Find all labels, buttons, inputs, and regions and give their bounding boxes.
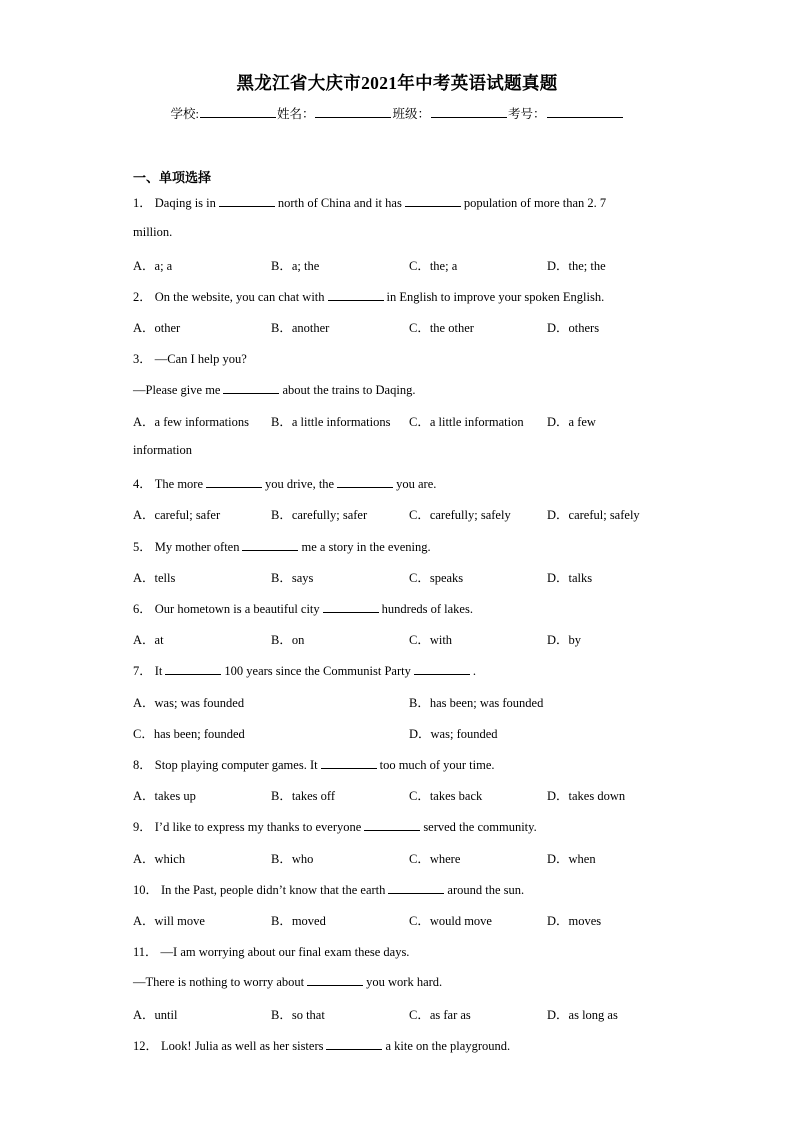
question-number: 10． [133, 883, 159, 897]
question-text: I’d like to express my thanks to everyone [154, 820, 362, 834]
option-d: D．takes down [547, 789, 626, 803]
number-label: 考号： [508, 107, 546, 121]
option-a: A．until [133, 1008, 178, 1022]
school-blank[interactable] [200, 104, 276, 118]
option-d: D．as long as [547, 1008, 618, 1022]
option-b: B．on [271, 633, 305, 647]
answer-blank [388, 881, 444, 894]
answer-blank [337, 475, 393, 488]
question-text: too much of your time. [379, 758, 495, 772]
question-text: served the community. [423, 820, 537, 834]
question-12 [133, 1036, 510, 1054]
question-3-line-2 [133, 381, 415, 398]
option-a: A．will move [133, 914, 205, 928]
question-number: 2． [133, 290, 152, 304]
answer-blank [219, 194, 275, 207]
question-text: you are. [396, 477, 437, 491]
option-d: D．by [547, 633, 582, 647]
option-d: D．the; the [547, 259, 606, 273]
answer-blank [323, 600, 379, 613]
option-c: C．where [409, 852, 461, 866]
option-a: A．takes up [133, 789, 196, 803]
answer-blank [414, 662, 470, 675]
option-b: B．takes off [271, 789, 335, 803]
option-d: D．a few [547, 415, 596, 429]
option-c: C．the; a [409, 259, 458, 273]
question-text: —Please give me [133, 383, 221, 397]
option-a: A．careful; safer [133, 508, 221, 522]
question-text: It [154, 664, 163, 678]
option-b: B．carefully; safer [271, 508, 368, 522]
answer-blank [206, 475, 262, 488]
question-text: The more [154, 477, 204, 491]
option-b: B．moved [271, 914, 326, 928]
option-a: A．a few informations [133, 415, 249, 429]
option-c: C．the other [409, 321, 474, 335]
question-text: me a story in the evening. [301, 540, 431, 554]
school-label: 学校: [170, 107, 199, 121]
option-a: A．at [133, 633, 164, 647]
question-text: population of more than 2. 7 [463, 196, 607, 210]
question-text: —There is nothing to worry about [133, 975, 305, 989]
question-number: 5． [133, 540, 152, 554]
question-7 [133, 661, 476, 679]
answer-blank [242, 538, 298, 551]
option-c: C．with [409, 633, 453, 647]
option-d: D．others [547, 321, 600, 335]
question-text: . [472, 664, 476, 678]
option-c: C．speaks [409, 571, 464, 585]
class-label: 班级： [392, 107, 430, 121]
question-text: Look! Julia as well as her sisters [161, 1039, 324, 1053]
answer-blank [223, 381, 279, 394]
question-text: a kite on the playground. [385, 1039, 511, 1053]
option-a: A．a; a [133, 259, 173, 273]
question-text: 100 years since the Communist Party [224, 664, 411, 678]
question-text: On the website, you can chat with [154, 290, 325, 304]
question-11 [133, 942, 409, 960]
option-b: B．who [271, 852, 314, 866]
number-blank[interactable] [547, 104, 623, 118]
option-d: D．moves [547, 914, 602, 928]
option-c: C．takes back [409, 789, 483, 803]
question-number: 4． [133, 477, 152, 491]
question-1 [133, 193, 606, 211]
option-b: B．a; the [271, 259, 320, 273]
question-number: 12． [133, 1039, 159, 1053]
question-number: 11． [133, 945, 158, 959]
option-d: D．talks [547, 571, 593, 585]
question-text: Daqing is in [154, 196, 216, 210]
option-b: B．another [271, 321, 330, 335]
option-b: B．has been; was founded [409, 696, 544, 710]
name-label: 姓名： [276, 107, 315, 121]
question-5 [133, 537, 431, 555]
option-a: A．was; was founded [133, 696, 245, 710]
option-a: A．other [133, 321, 181, 335]
question-number: 8． [133, 758, 152, 772]
question-text: My mother often [154, 540, 240, 554]
question-9 [133, 817, 537, 835]
option-b: B．says [271, 571, 314, 585]
option-d: D．when [547, 852, 596, 866]
option-a: A．tells [133, 571, 176, 585]
question-text: about the trains to Daqing. [282, 383, 416, 397]
page-title: 黑龙江省大庆市2021年中考英语试题真题 [236, 73, 558, 93]
answer-blank [326, 1037, 382, 1050]
class-blank[interactable] [431, 104, 507, 118]
question-number: 1． [133, 196, 152, 210]
question-3-continued: information [133, 443, 193, 457]
question-number: 9． [133, 820, 152, 834]
answer-blank [328, 288, 384, 301]
option-d: D．was; founded [409, 727, 498, 741]
answer-blank [165, 662, 221, 675]
question-4 [133, 474, 436, 492]
question-11-line-2 [133, 973, 442, 990]
question-text: north of China and it has [277, 196, 402, 210]
question-text: —I am worrying about our final exam these days. [160, 945, 410, 959]
question-text: Our hometown is a beautiful city [154, 602, 320, 616]
option-b: B．a little informations [271, 415, 391, 429]
question-1-continued: million. [133, 225, 173, 239]
option-c: C．carefully; safely [409, 508, 511, 522]
option-c: C．as far as [409, 1008, 471, 1022]
question-number: 3． [133, 352, 152, 366]
question-text: you drive, the [265, 477, 335, 491]
option-d: D．careful; safely [547, 508, 640, 522]
question-6 [133, 599, 473, 617]
question-3 [133, 349, 247, 367]
question-8 [133, 755, 495, 773]
question-text: hundreds of lakes. [381, 602, 473, 616]
name-blank[interactable] [315, 104, 391, 118]
question-10 [133, 880, 524, 898]
question-text: in English to improve your spoken English. [386, 290, 605, 304]
question-text: around the sun. [447, 883, 525, 897]
answer-blank [364, 818, 420, 831]
option-c: C．a little information [409, 415, 524, 429]
answer-blank [307, 973, 363, 986]
student-info-line [0, 104, 794, 122]
option-a: A．which [133, 852, 186, 866]
question-text: Stop playing computer games. It [154, 758, 318, 772]
question-text: In the Past, people didn’t know that the earth [161, 883, 386, 897]
question-number: 6． [133, 602, 152, 616]
option-c: C．would move [409, 914, 492, 928]
question-2 [133, 287, 604, 305]
section-heading: 一、单项选择 [133, 170, 212, 185]
question-text: you work hard. [366, 975, 443, 989]
question-number: 7． [133, 664, 152, 678]
option-b: B．so that [271, 1008, 325, 1022]
question-text: —Can I help you? [154, 352, 247, 366]
answer-blank [321, 756, 377, 769]
answer-blank [405, 194, 461, 207]
option-c: C．has been; founded [133, 727, 245, 741]
